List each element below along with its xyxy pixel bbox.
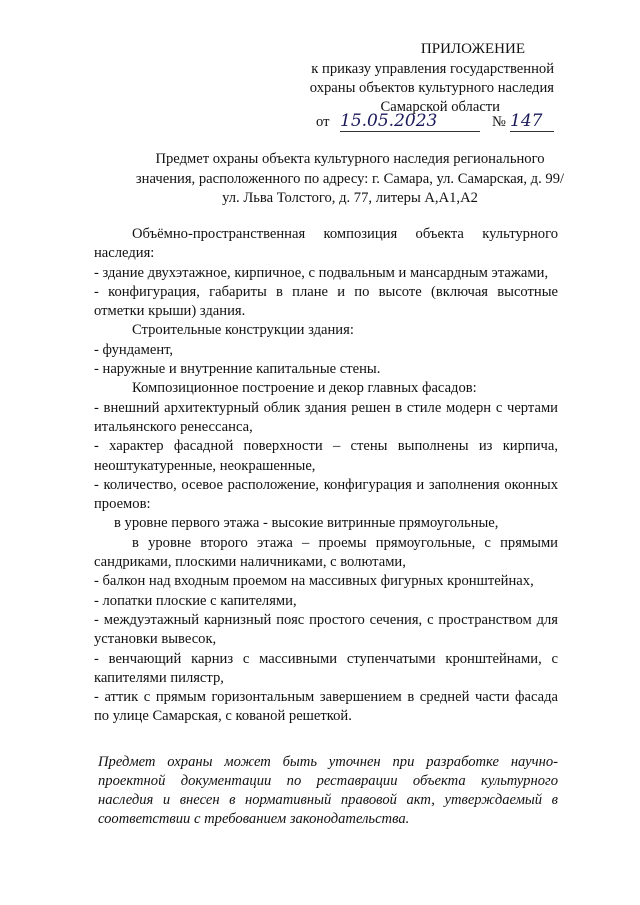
header-line-2: охраны объектов культурного наследия xyxy=(309,80,554,96)
paragraph-composition-heading: Объёмно-пространственная композиция объекта культурного наследия: xyxy=(94,226,558,262)
handwritten-number: 147 xyxy=(510,111,554,132)
list-item: - лопатки плоские с капителями, xyxy=(94,592,297,609)
handwritten-date: 15.05.2023 xyxy=(340,111,480,132)
document-subject xyxy=(130,150,570,209)
list-subitem: в уровне второго этажа – проемы прямоугольные, с прямыми сандриками, плоскими наличниками, с волютами, xyxy=(94,534,558,571)
subject-line-1: Предмет охраны объекта культурного наследия регионального xyxy=(155,151,545,167)
list-item: - фундамент, xyxy=(94,341,174,358)
list-item: - наружные и внутренние капитальные стены. xyxy=(94,361,381,378)
header-line-1: к приказу управления государственной xyxy=(311,61,554,77)
list-item: - внешний архитектурный облик здания решен в стиле модерн с чертами итальянского ренессанса, xyxy=(94,399,558,435)
list-item: - междуэтажный карнизный пояс простого сечения, с пространством для установки вывесок, xyxy=(94,611,558,648)
subject-line-2: значения, расположенного по адресу: г. Самара, ул. Самарская, д. 99/ xyxy=(135,170,565,187)
italic-note: Предмет охраны может быть уточнен при разработке научно-проектной документации по реставрации объекта культурного наследия и внесен в нормативный правовой акт, утверждаемый в соответствии с требованием законодательства. xyxy=(98,753,558,827)
paragraph-facades-heading: Композиционное построение и декор главных фасадов: xyxy=(132,380,477,397)
number-prefix: № xyxy=(492,114,506,130)
list-item: - конфигурация, габариты в плане и по высоте (включая высотные отметки крыши) здания. xyxy=(94,283,558,320)
list-item: - венчающий карниз с массивными ступенчатыми кронштейнами, с капителями пилястр, xyxy=(94,650,558,686)
date-prefix: от xyxy=(316,114,330,130)
list-item: - балкон над входным проемом на массивных фигурных кронштейнах, xyxy=(94,573,534,590)
list-subitem: в уровне первого этажа - высокие витринные прямоугольные, xyxy=(114,515,499,532)
list-item: - аттик с прямым горизонтальным завершением в средней части фасада по улице Самарская, с кованой решеткой. xyxy=(94,689,558,725)
list-item: - характер фасадной поверхности – стены выполнены из кирпича, неоштукатуренные, неокрашенные, xyxy=(94,438,558,474)
order-date-number xyxy=(316,111,556,134)
paragraph-structures-heading: Строительные конструкции здания: xyxy=(132,322,354,339)
document-body xyxy=(94,225,558,727)
subject-line-3: ул. Льва Толстого, д. 77, литеры А,А1,А2 xyxy=(222,190,478,206)
list-item: - здание двухэтажное, кирпичное, с подвальным и мансардным этажами, xyxy=(94,264,549,281)
list-item: - количество, осевое расположение, конфигурация и заполнения оконных проемов: xyxy=(94,476,558,513)
appendix-title: ПРИЛОЖЕНИЕ xyxy=(420,41,525,57)
header-line-3: Самарской области xyxy=(380,99,500,115)
